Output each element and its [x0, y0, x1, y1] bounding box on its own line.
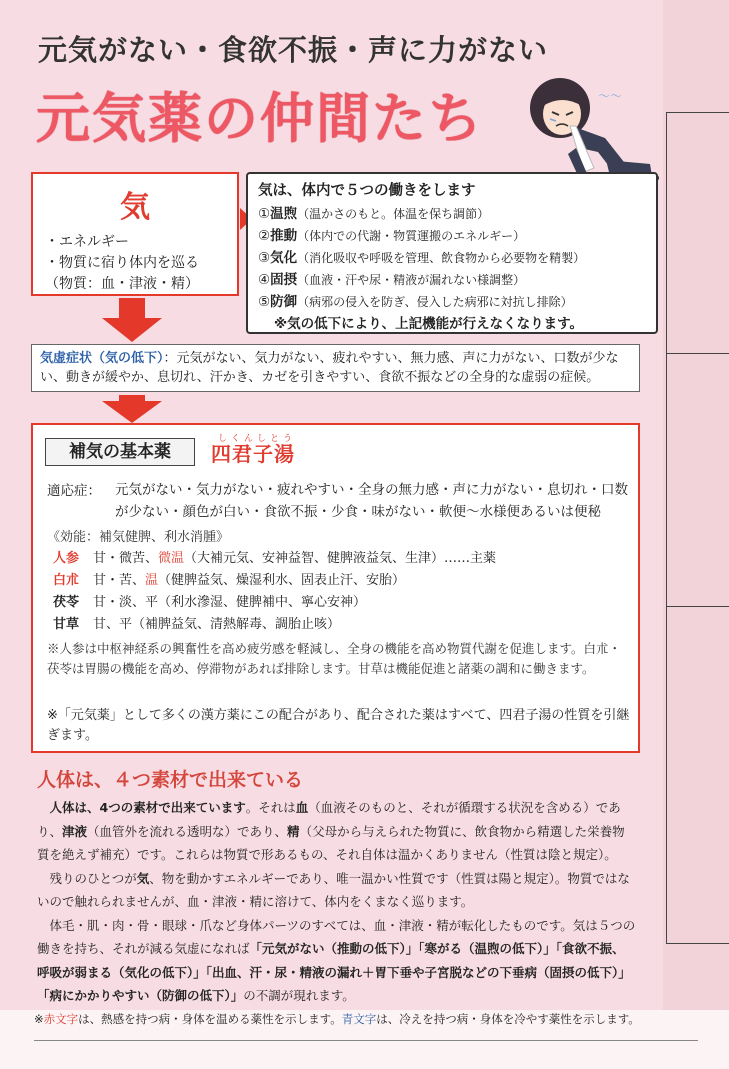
functions-list [258, 203, 585, 313]
paragraph: 体毛・肌・肉・骨・眼球・爪など身体パーツのすべては、血・津液・精が転化したものです。気は５つの働きを持ち、それが減る気虚になれば「元気がない（推動の低下）」「寒がる（温煦の低下）」「食欲不振、呼吸が弱まる（気化の低下）」「出血、汗・尿・精液の漏れ＋胃下垂や子宮脱などの下垂病（固摂の低下）」「病にかかりやすい（防御の低下）」の不調が現れます。 [37, 917, 636, 1003]
function-item: ①温煦（温かさのもと。体温を保ち調節） [258, 206, 490, 222]
functions-heading: 気は、体内で５つの働きをします [258, 183, 476, 199]
ki-line: ・物質に宿り体内を巡る [45, 255, 199, 271]
herb-item: 甘草 甘、平（補脾益気、清熱解毒、調胎止咳） [53, 617, 341, 632]
ki-definition-box [31, 172, 239, 296]
formula-box [31, 423, 640, 753]
color-legend-footnote: ※赤文字は、熱感を持つ病・身体を温める薬性を示します。青文字は、冷えを持つ病・身体を冷やす薬性を示します。 [34, 1012, 640, 1026]
section-title: 人体は、４つ素材で出来ている [37, 769, 304, 791]
right-margin-frame [666, 112, 729, 944]
herb-list [53, 548, 496, 636]
deficiency-label: 気虚症状（気の低下） [40, 351, 164, 366]
formula-effect: 《効能：補気健脾、利水消腫》 [47, 530, 230, 545]
function-item: ③気化（消化吸収や呼吸を管理、飲食物から必要物を精製） [258, 250, 586, 266]
paragraph: 残りのひとつが気、物を動かすエネルギーであり、唯一温かい性質です（性質は陽と規定）。物質ではないので触れられませんが、血・津液・精に溶けて、体内をくまなく巡ります。 [37, 870, 630, 909]
page-title: 元気薬の仲間たち [36, 87, 484, 150]
page-subtitle: 元気がない・食欲不振・声に力がない [38, 33, 549, 67]
ki-line: （物質：血・津液・精） [45, 276, 199, 292]
ki-line: ・エネルギー [45, 234, 129, 250]
section-body [37, 796, 637, 1008]
frame-divider [667, 353, 729, 354]
function-item: ⑤防御（病邪の侵入を防ぎ、侵入した病邪に対抗し排除） [258, 294, 573, 310]
formula-note: ※「元気薬」として多くの漢方薬にこの配合があり、配合された薬はすべて、四君子湯の性質を引継ぎます。 [47, 708, 630, 743]
function-item: ②推動（体内での代謝・物質運搬のエネルギー） [258, 228, 526, 244]
function-item: ④固摂（血液・汗や尿・精液が漏れない様調整） [258, 272, 526, 288]
herb-item: 人参 甘・微苦、微温（大補元気、安神益智、健脾液益気、生津）……主薬 [53, 551, 497, 566]
indication-text: 元気がない・気力がない・疲れやすい・全身の無力感・声に力がない・息切れ・口数が少ない・顔色が白い・食欲不振・少食・味がない・軟便〜水様便あるいは便秘 [115, 482, 628, 520]
deficiency-symptoms-box [31, 344, 640, 392]
frame-divider [667, 606, 729, 607]
ki-functions-box [246, 172, 658, 334]
bottom-divider [34, 1040, 698, 1041]
down-arrow-icon [102, 298, 162, 342]
functions-note: ※気の低下により、上記機能が行えなくなります。 [274, 316, 584, 332]
paragraph: 人体は、4つの素材で出来ています。それは血（血液そのものと、それが循環する状況を含める）であり、津液（血管外を流れる透明な）であり、精（父母から与えられた物質に、飲食物から精選した栄養物質を絶えず補充）です。これらは物質で形あるもの、それ自体は温かくありません（性質は陰と規定）。 [37, 800, 625, 862]
herb-item: 白朮 甘・苦、温（健脾益気、燥湿利水、固表止汗、安胎） [53, 573, 406, 588]
down-arrow-icon [102, 395, 162, 423]
herb-note: ※人参は中枢神経系の興奮性を高め疲労感を軽減し、全身の機能を高め物質代謝を促進します。白朮・茯苓は胃腸の機能を高め、停滞物があれば排除します。甘草は機能促進と諸薬の調和に働きます。 [47, 641, 622, 676]
formula-name: 四君子湯 [211, 442, 295, 466]
base-medicine-label: 補気の基本薬 [45, 438, 195, 466]
indication-label: 適応症： [47, 483, 101, 499]
herb-item: 茯苓 甘・淡、平（利水滲湿、健脾補中、寧心安神） [53, 595, 367, 610]
formula-ruby: しくんしとう [218, 434, 297, 444]
ki-description [45, 232, 199, 295]
svg-text:～～: ～～ [598, 89, 623, 103]
ki-heading: 気 [120, 190, 150, 225]
deficiency-text: 気虚症状（気の低下）：元気がない、気力がない、疲れやすい、無力感、声に力がない、口数が少ない、動きが緩やか、息切れ、汗かき、カゼを引きやすい、食欲不振などの全身的な虚弱の症候。 [40, 351, 619, 385]
